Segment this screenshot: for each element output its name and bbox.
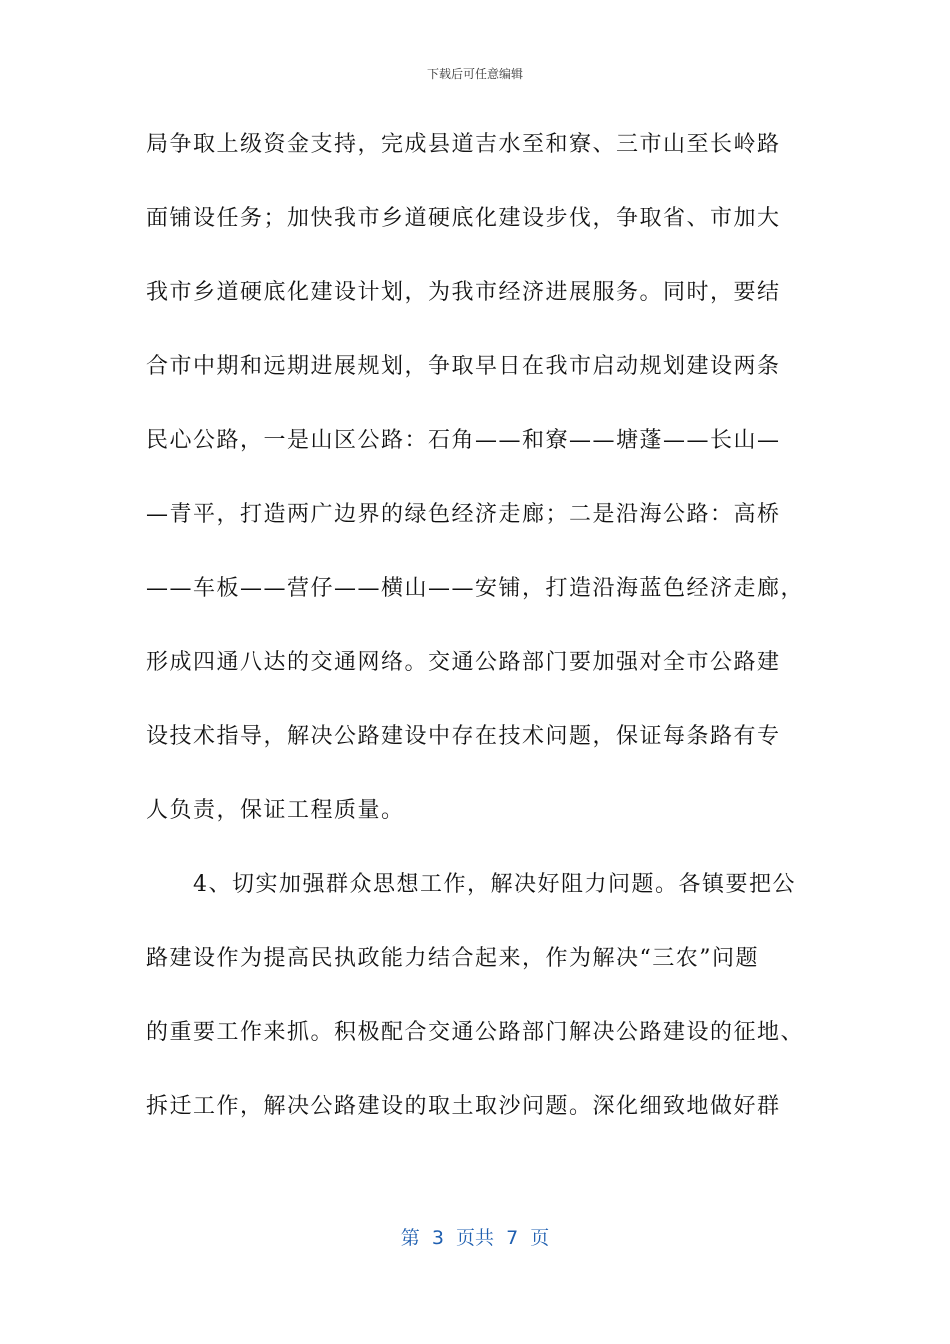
text-line: 4、切实加强群众思想工作，解决好阻力问题。各镇要把公 (146, 872, 796, 897)
document-body (146, 122, 808, 1158)
text-line: 人负责，保证工程质量。 (146, 798, 405, 823)
text-line: 拆迁工作，解决公路建设的取土取沙问题。深化细致地做好群 (146, 1094, 781, 1119)
text-line: 路建设作为提高民执政能力结合起来，作为解决“三农”问题 (146, 946, 759, 971)
text-line: 设技术指导，解决公路建设中存在技术问题，保证每条路有专 (146, 724, 781, 749)
page-header: 下载后可任意编辑 (426, 67, 523, 81)
text-line: 形成四通八达的交通网络。交通公路部门要加强对全市公路建 (146, 650, 781, 675)
text-line: ——车板——营仔——横山——安铺，打造沿海蓝色经济走廊， (146, 576, 805, 601)
text-line: 局争取上级资金支持，完成县道吉水至和寮、三市山至长岭路 (146, 132, 781, 157)
text-line: 合市中期和远期进展规划，争取早日在我市启动规划建设两条 (146, 354, 781, 379)
text-line: 面铺设任务；加快我市乡道硬底化建设步伐，争取省、市加大 (146, 206, 781, 231)
text-line: 的重要工作来抓。积极配合交通公路部门解决公路建设的征地、 (146, 1020, 805, 1045)
text-line: 民心公路，一是山区公路：石角——和寮——塘蓬——长山— (146, 428, 781, 453)
page-number-footer: 第 3 页共 7 页 (400, 1227, 550, 1249)
text-line: —青平，打造两广边界的绿色经济走廊；二是沿海公路：高桥 (146, 502, 781, 527)
text-line: 我市乡道硬底化建设计划，为我市经济进展服务。同时，要结 (146, 280, 781, 305)
